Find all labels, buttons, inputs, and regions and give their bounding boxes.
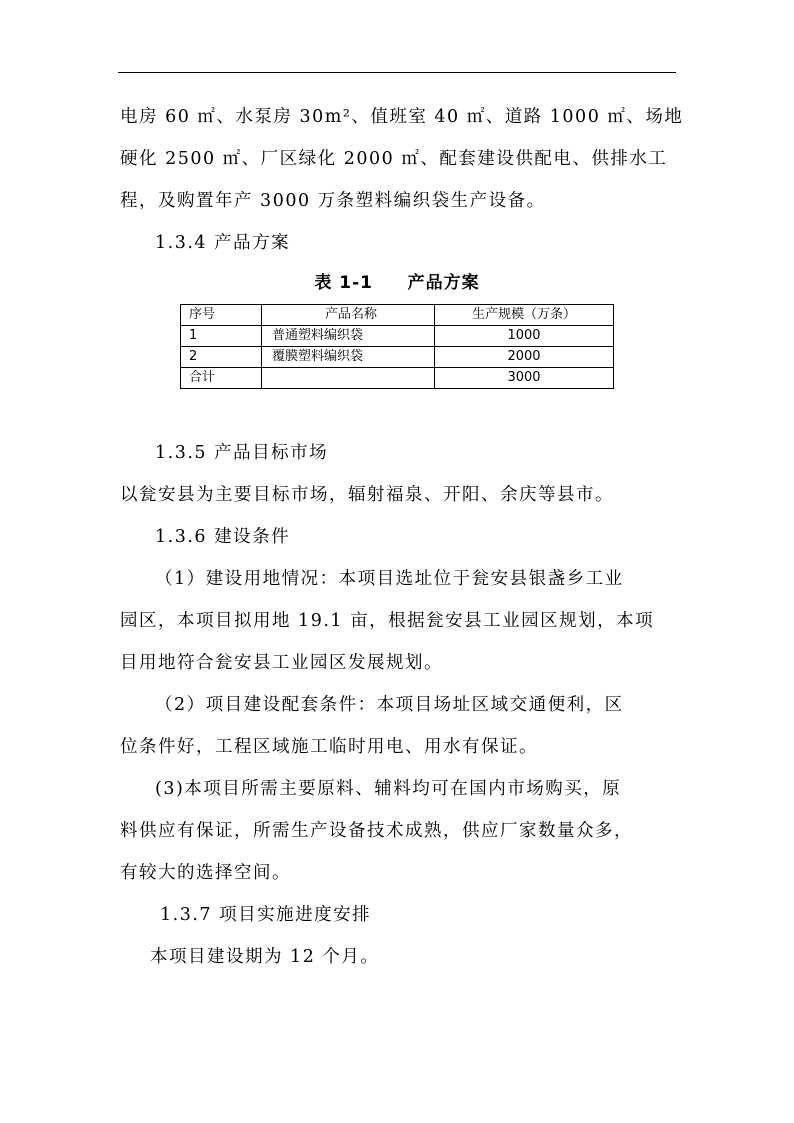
table-header-row [181, 305, 614, 326]
table-row [181, 368, 614, 389]
table-row [181, 326, 614, 347]
body-line: 料供应有保证，所需生产设备技术成熟，供应厂家数量众多， [120, 821, 633, 841]
table-header-cell: 生产规模（万条） [435, 305, 614, 326]
body-line: 目用地符合瓮安县工业园区发展规划。 [120, 653, 443, 673]
section-heading-1-3-7: 1.3.7 项目实施进度安排 [160, 905, 372, 925]
body-line: 位条件好，工程区域施工临时用电、用水有保证。 [120, 737, 538, 757]
body-line: 园区，本项目拟用地 19.1 亩，根据瓮安县工业园区规划，本项 [120, 611, 655, 631]
body-line: 以瓮安县为主要目标市场，辐射福泉、开阳、余庆等县市。 [120, 485, 614, 505]
body-line: 电房 60 ㎡、水泵房 30m²、值班室 40 ㎡、道路 1000 ㎡、场地 [120, 107, 684, 127]
table-row [181, 347, 614, 368]
table-cell: 普通塑料编织袋 [262, 326, 435, 347]
body-line: 程，及购置年产 3000 万条塑料编织袋生产设备。 [120, 191, 546, 211]
table-cell: 合计 [181, 368, 262, 389]
table-cell: 2000 [435, 347, 614, 368]
table-header-cell: 序号 [181, 305, 262, 326]
product-table [180, 304, 614, 389]
section-heading-1-3-6: 1.3.6 建设条件 [155, 527, 291, 547]
body-line: 本项目建设期为 12 个月。 [150, 947, 380, 967]
body-line: 有较大的选择空间。 [120, 863, 291, 883]
body-line: (3)本项目所需主要原料、辅料均可在国内市场购买，原 [155, 779, 622, 799]
table-caption: 表 1-1 产品方案 [314, 273, 480, 293]
table-cell: 2 [181, 347, 262, 368]
table-cell [262, 368, 435, 389]
table-cell: 覆膜塑料编织袋 [262, 347, 435, 368]
section-heading-1-3-4: 1.3.4 产品方案 [155, 233, 291, 253]
body-line: 硬化 2500 ㎡、厂区绿化 2000 ㎡、配套建设供配电、供排水工 [120, 149, 668, 169]
section-heading-1-3-5: 1.3.5 产品目标市场 [155, 443, 329, 463]
table-cell: 1000 [435, 326, 614, 347]
body-line: （1）建设用地情况：本项目选址位于瓮安县银盏乡工业 [155, 569, 624, 589]
body-line: （2）项目建设配套条件：本项目场址区域交通便利，区 [155, 695, 624, 715]
table-cell: 1 [181, 326, 262, 347]
table-cell: 3000 [435, 368, 614, 389]
header-rule [118, 72, 676, 73]
table-header-cell: 产品名称 [262, 305, 435, 326]
